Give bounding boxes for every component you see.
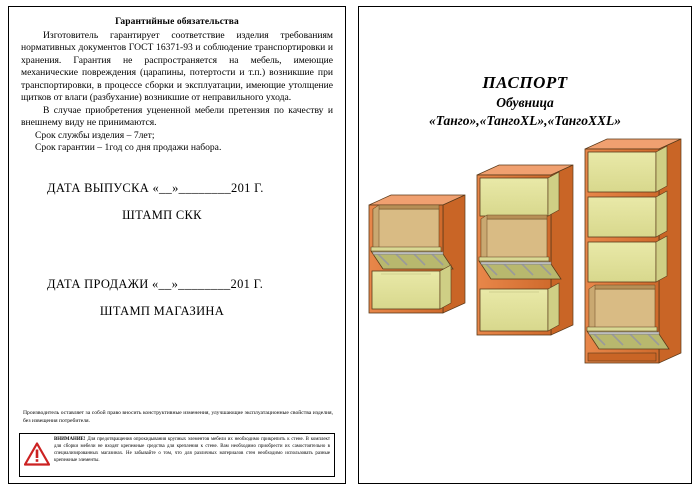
issue-date-block <box>21 181 333 223</box>
sale-date-field[interactable]: ДАТА ПРОДАЖИ «__»________201 Г. <box>47 277 264 292</box>
sale-date-block <box>21 277 333 319</box>
warranty-paragraph-1: Изготовитель гарантирует соответствие изделия требованиям нормативных документов ГОСТ 16371-93 и соблюдение транспортировки и хранения. Гарантия не распространяется на мебель, имеющие механические повреждения (царапины, потертости и т.п.) возникшие при транспортировки, в процессе сборки и эксплуатации, имеющие утолщение щитков от влаги (разбухание) возникшие от неправильного ухода. <box>21 30 333 104</box>
attention-heading: ВНИМАНИЕ! <box>54 437 86 442</box>
product-type: Обувница <box>496 95 554 110</box>
cabinet-tango-xxl <box>585 139 681 363</box>
warranty-paragraph-2: В случае приобретения уцененной мебели претензия по качеству и внешнему виду не принимаются. <box>21 104 333 129</box>
service-life-line: Срок службы изделия – 7лет; <box>35 129 155 141</box>
warranty-page <box>8 6 346 484</box>
cabinet-tango <box>369 195 465 313</box>
skk-stamp-label: ШТАМП СКК <box>122 208 202 223</box>
warranty-title: Гарантийные обязательства <box>115 17 239 27</box>
passport-title: ПАСПОРТ <box>482 73 568 92</box>
cabinet-tango-xl <box>477 165 573 335</box>
attention-box <box>19 433 335 477</box>
shoe-cabinet-illustration <box>359 135 691 425</box>
attention-body: Для предотвращения опрокидывания крупных элементов мебели их необходимо прикрепить к стене. В комплект для сборки мебели не входят крепежные средства для крепления к стене. Вам необходимо приобрести их самостоятельно в специализированных магазинах. Не забывайте о том, что для различных материалов стен необходимо использовать разные крепежные элементы. <box>54 437 330 463</box>
attention-text <box>54 437 330 465</box>
issue-date-field[interactable]: ДАТА ВЫПУСКА «__»________201 Г. <box>47 181 264 196</box>
passport-page <box>358 6 692 484</box>
warranty-period-line: Срок гарантии – 1год со дня продажи набора. <box>35 142 222 154</box>
product-models: «Танго»,«ТангоXL»,«ТангоXXL» <box>429 113 621 128</box>
warning-triangle-icon <box>24 442 50 466</box>
passport-heading <box>369 73 681 129</box>
manufacturer-footnote: Производитель оставляет за собой право вносить конструктивные изменения, улучшающие эксплуатационные свойства изделия, без извещения потребителя. <box>23 409 333 424</box>
shop-stamp-label: ШТАМП МАГАЗИНА <box>99 304 225 319</box>
